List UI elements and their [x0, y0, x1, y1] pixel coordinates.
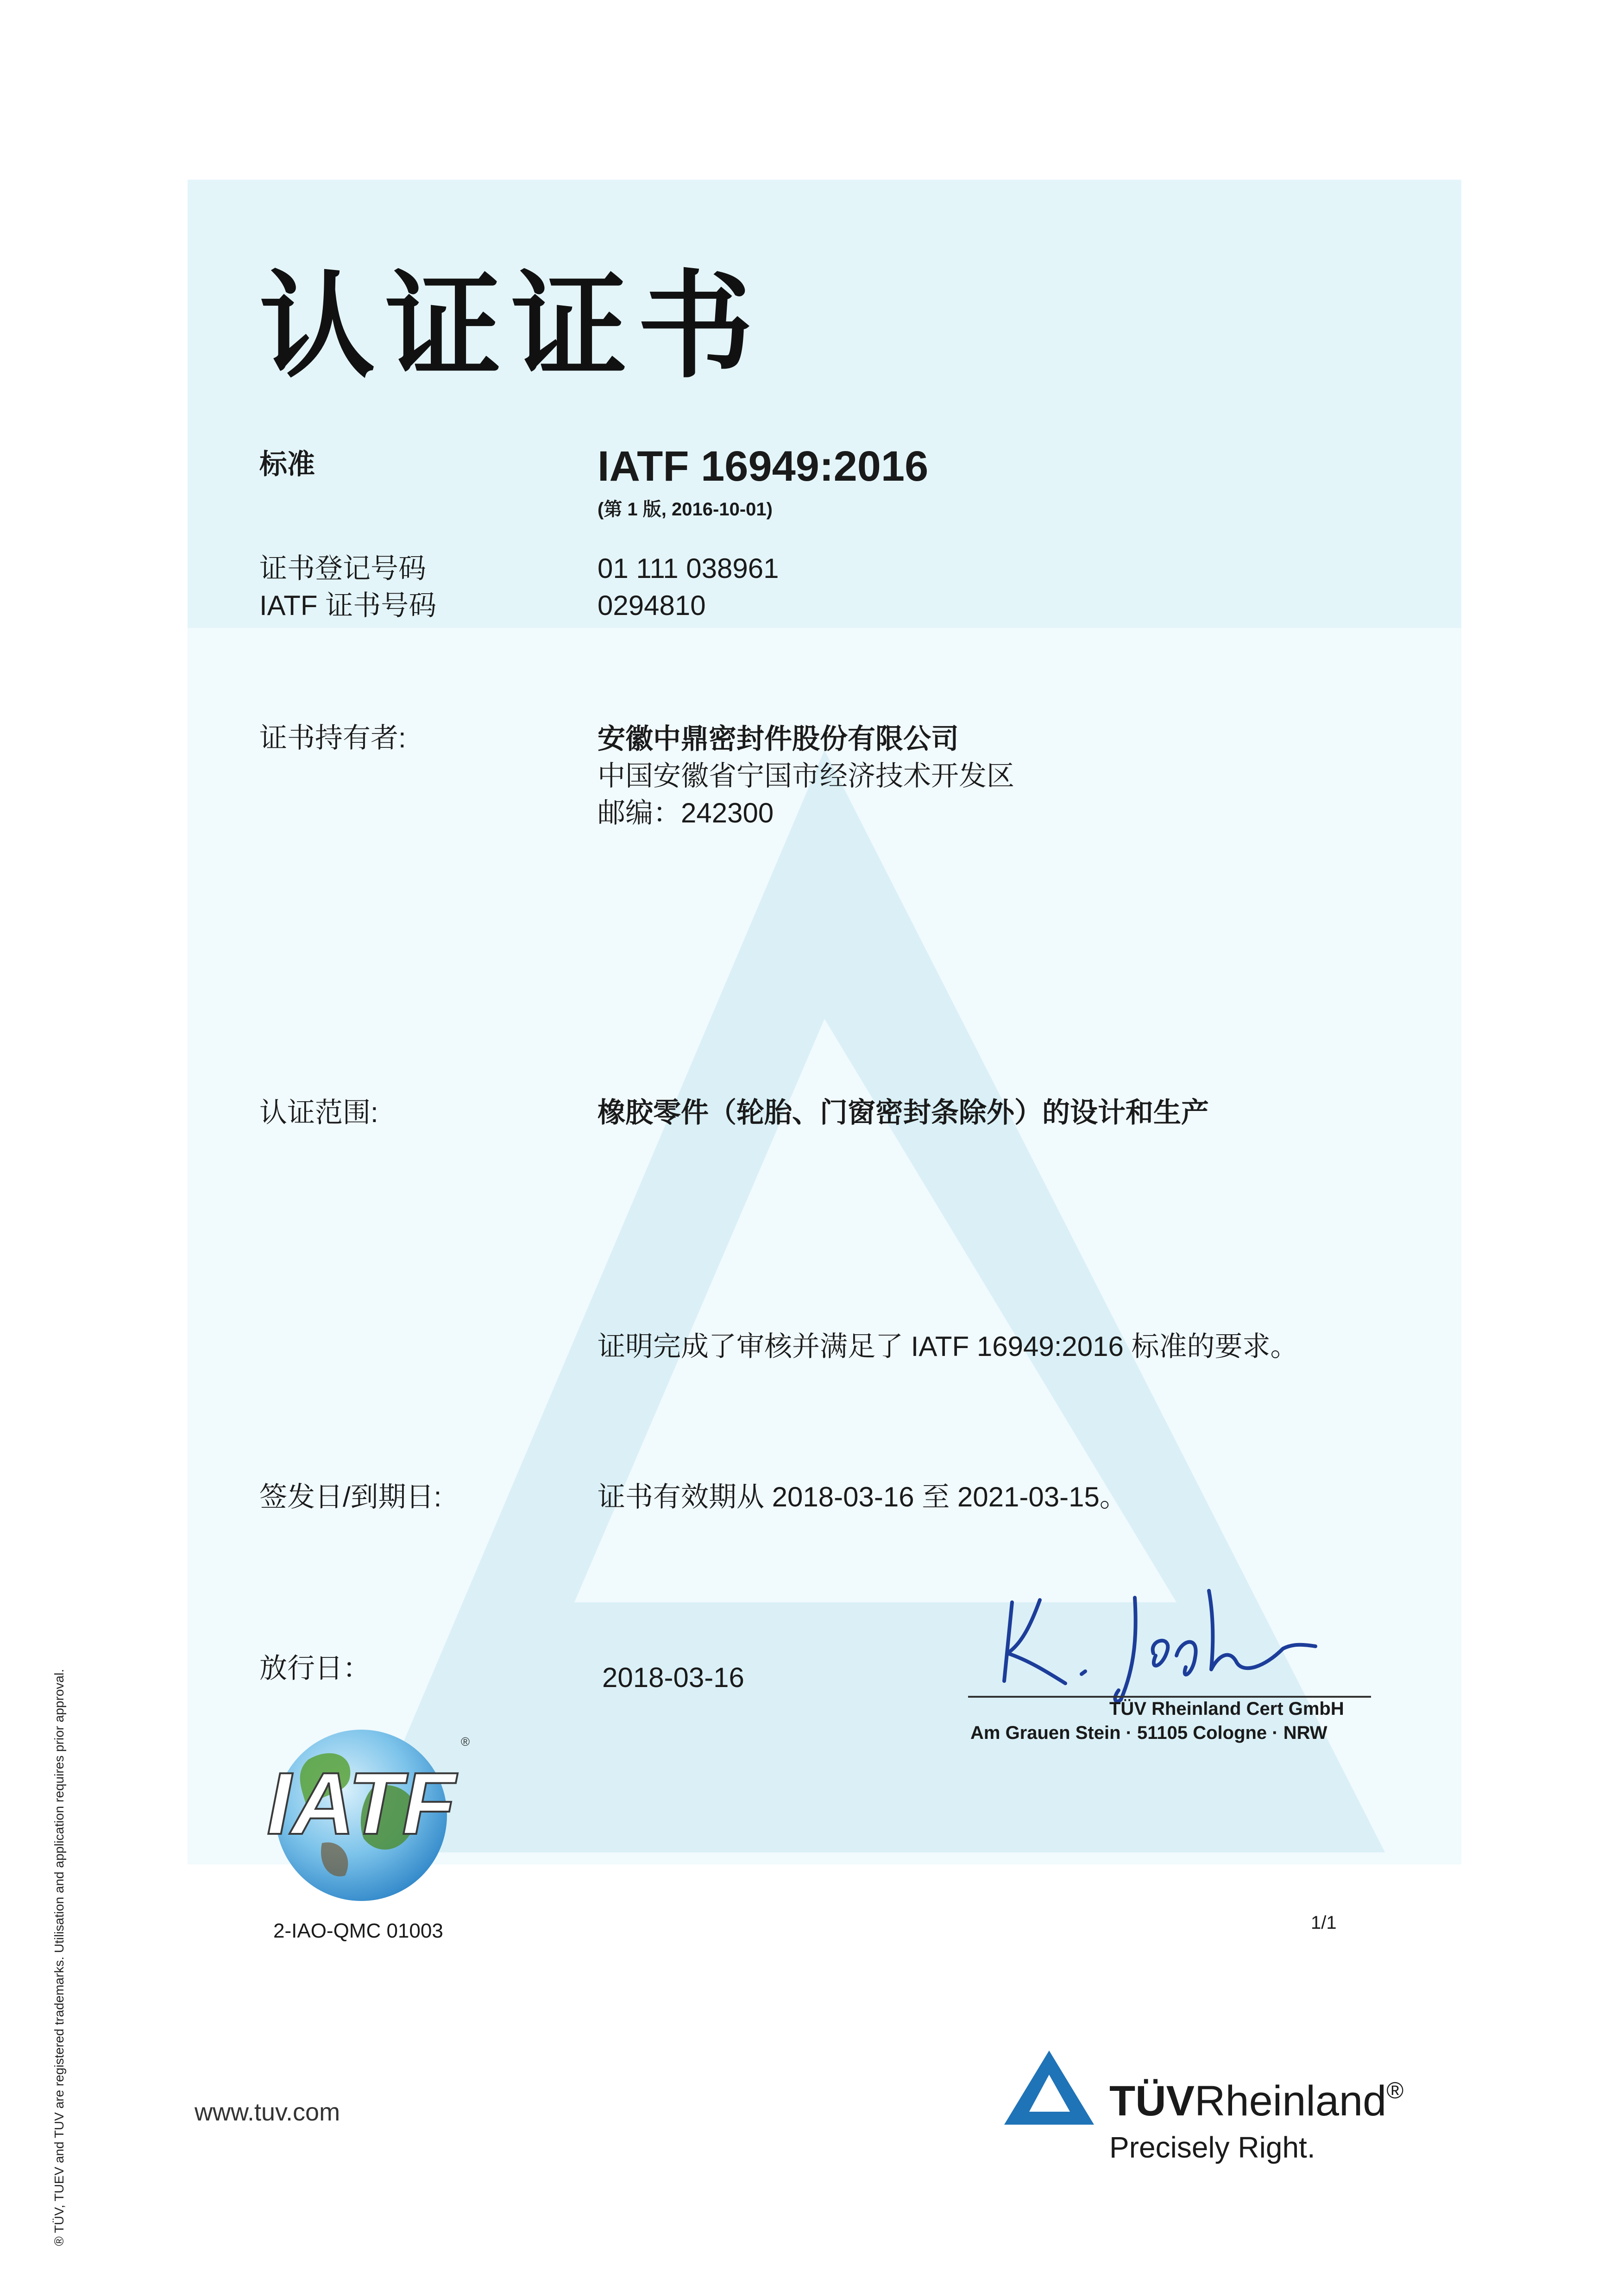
holder-block	[598, 721, 1014, 832]
certificate-title: 认证证书	[259, 262, 763, 391]
iatf-logo-code: 2-IAO-QMC 01003	[273, 1920, 443, 1942]
validity-value: 证书有效期从 2018-03-16 至 2021-03-15。	[598, 1481, 1127, 1512]
registration-number: 01 111 038961	[598, 553, 779, 584]
issue-date: 2018-03-16	[602, 1662, 744, 1693]
brand-regular-part: Rheinland	[1195, 2077, 1387, 2125]
holder-label: 证书持有者:	[259, 722, 406, 753]
certifier-address: Am Grauen Stein · 51105 Cologne · NRW	[970, 1723, 1327, 1743]
iatf-globe-logo	[257, 1718, 475, 1903]
holder-postcode: 邮编：242300	[598, 797, 774, 828]
iatf-logo-text: IATF	[266, 1755, 456, 1853]
scope-value: 橡胶零件（轮胎、门窗密封条除外）的设计和生产	[598, 1097, 1209, 1128]
standard-label: 标准	[259, 449, 315, 480]
signature-line	[968, 1696, 1371, 1698]
tuv-triangle-logo-icon	[1000, 2047, 1098, 2128]
brand-registered-mark: ®	[1386, 2077, 1404, 2103]
registration-label: 证书登记号码	[259, 553, 426, 584]
iatf-number: 0294810	[598, 590, 706, 621]
validity-label: 签发日/到期日:	[259, 1481, 442, 1512]
iatf-number-label: IATF 证书号码	[259, 590, 437, 621]
certifier-company: TÜV Rheinland Cert GmbH	[1109, 1699, 1344, 1719]
website-url[interactable]: www.tuv.com	[195, 2098, 340, 2126]
signature-stroke	[1176, 1642, 1196, 1675]
tuv-brand-name	[1109, 2077, 1403, 2126]
signature-stroke	[1153, 1641, 1168, 1666]
signature-stroke	[1004, 1602, 1012, 1681]
trademark-side-text: ® TÜV, TUEV and TUV are registered trademarks. Utilisation and application requires prior approval.	[52, 1669, 66, 2246]
tuv-slogan: Precisely Right.	[1109, 2131, 1315, 2164]
compliance-statement: 证明完成了审核并满足了 IATF 16949:2016 标准的要求。	[598, 1331, 1298, 1362]
tuv-logo-triangle	[1004, 2051, 1094, 2125]
standard-edition: (第 1 版, 2016-10-01)	[598, 499, 773, 520]
signature-stroke	[1115, 1598, 1135, 1701]
registered-mark-icon: ®	[461, 1735, 470, 1749]
signature-stroke	[1007, 1600, 1065, 1683]
signature-stroke	[1209, 1591, 1315, 1669]
scope-label: 认证范围:	[259, 1097, 378, 1128]
issue-label: 放行日：	[259, 1653, 371, 1684]
brand-bold-part: TÜV	[1109, 2077, 1195, 2125]
signature	[996, 1575, 1320, 1704]
holder-address: 中国安徽省宁国市经济技术开发区	[598, 760, 1014, 791]
page-number: 1/1	[1311, 1913, 1337, 1933]
standard-value: IATF 16949:2016	[598, 443, 929, 490]
holder-name: 安徽中鼎密封件股份有限公司	[598, 723, 959, 754]
signature-stroke	[1082, 1671, 1085, 1674]
